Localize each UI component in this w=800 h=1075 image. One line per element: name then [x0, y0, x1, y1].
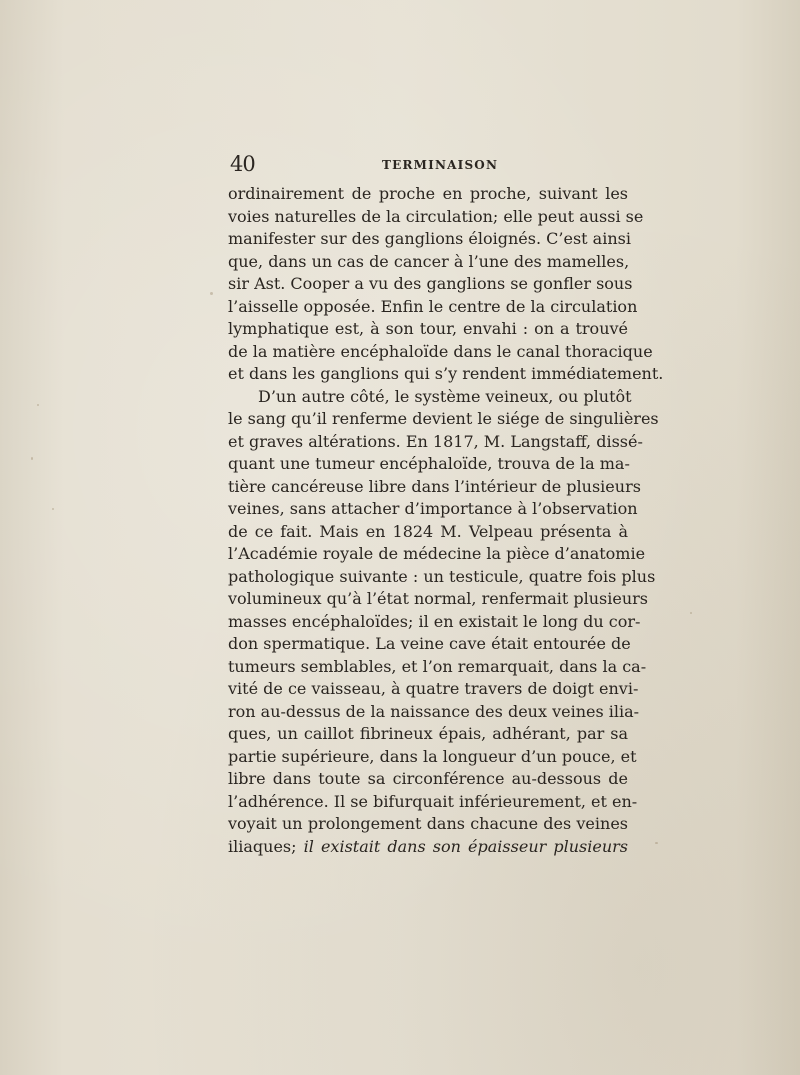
text-line: l’Académie royale de médecine la pièce d’anatomie: [228, 544, 646, 563]
text-line-last: [228, 836, 628, 859]
text-line: l’adhérence. Il se bifurquait inférieurement, et en-: [228, 791, 638, 811]
text-italic: il existait dans son épaisseur plusieurs: [303, 836, 628, 856]
text-line: veines, sans attacher d’importance à l’observation: [228, 499, 638, 518]
text-line: voies naturelles de la circulation; elle peut aussi se: [228, 206, 644, 226]
text-line: le sang qu’il renferme devient le siége de singulières: [228, 409, 659, 428]
text-line: ordinairement de proche en proche, suivant les: [228, 184, 628, 203]
text-line: tumeurs semblables, et l’on remarquait, dans la ca-: [228, 656, 647, 676]
foxing-spot: [31, 457, 33, 460]
text-line: don spermatique. La veine cave était entourée de: [228, 634, 631, 653]
text-line: quant une tumeur encéphaloïde, trouva de la ma-: [228, 454, 630, 473]
text-line: et dans les ganglions qui s’y rendent immédiatement.: [228, 364, 664, 383]
text-line: pathologique suivante : un testicule, quatre fois plus: [228, 566, 656, 586]
text-line: manifester sur des ganglions éloignés. C’est ainsi: [228, 229, 631, 248]
paragraph-2: [228, 386, 659, 859]
text-line: vité de ce vaisseau, à quatre travers de doigt envi-: [228, 679, 639, 698]
text-line: voyait un prolongement dans chacune des veines: [228, 814, 628, 833]
text-line: partie supérieure, dans la longueur d’un pouce, et: [228, 746, 637, 766]
text-line: libre dans toute sa circonférence au-dessous de: [228, 769, 628, 788]
foxing-spot: [52, 508, 54, 510]
text-line: sir Ast. Cooper a vu des ganglions se gonfler sous: [228, 274, 633, 293]
text-line: tière cancéreuse libre dans l’intérieur de plusieurs: [228, 476, 641, 496]
text-line: ron au-dessus de la naissance des deux veines ilia-: [228, 701, 640, 721]
foxing-spot: [655, 842, 658, 844]
paragraph-1: [228, 183, 664, 386]
text-line: volumineux qu’à l’état normal, renfermait plusieurs: [228, 589, 648, 608]
text-line: D’un autre côté, le système veineux, ou plutôt: [258, 386, 632, 406]
page-header: [230, 150, 628, 180]
text-line: ques, un caillot fibrineux épais, adhérant, par sa: [228, 724, 628, 743]
foxing-spot: [690, 612, 692, 614]
text-roman: iliaques;: [228, 836, 297, 856]
text-line: de ce fait. Mais en 1824 M. Velpeau présenta à: [228, 521, 628, 541]
text-line: lymphatique est, à son tour, envahi : on a trouvé: [228, 319, 628, 338]
text-line: de la matière encéphaloïde dans le canal thoracique: [228, 341, 653, 361]
running-head: TERMINAISON: [382, 158, 499, 172]
body-text: [228, 183, 664, 858]
foxing-spot: [210, 292, 213, 295]
text-line: et graves altérations. En 1817, M. Langstaff, dissé-: [228, 431, 643, 451]
text-line: que, dans un cas de cancer à l’une des mamelles,: [228, 251, 630, 271]
text-line: masses encéphaloïdes; il en existait le long du cor-: [228, 611, 641, 631]
text-line: l’aisselle opposée. Enfin le centre de la circulation: [228, 296, 638, 316]
page-number: 40: [230, 152, 255, 176]
foxing-spot: [37, 404, 39, 406]
